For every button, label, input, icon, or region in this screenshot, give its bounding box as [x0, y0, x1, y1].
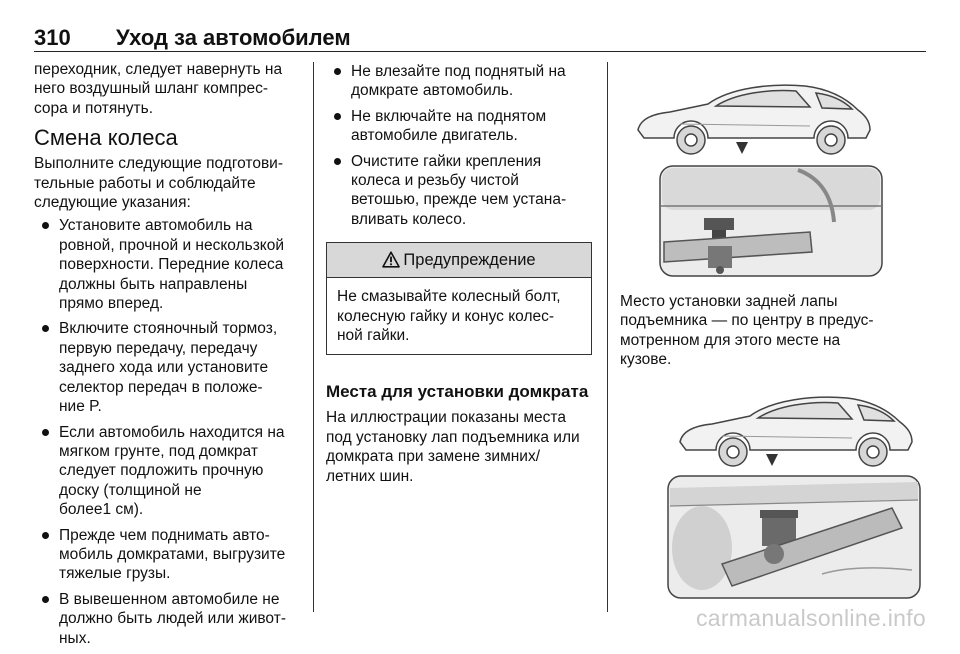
- arrow-marker-icon: [766, 454, 778, 466]
- warning-title: Предупреждение: [403, 251, 536, 270]
- warning-text: Не смазывайте колесный болт, колесную гайку и конус колес- ной гайки.: [337, 288, 561, 345]
- arrow-marker-icon: [736, 142, 748, 154]
- figure-caption: Место установки задней лапы подъемника — по центру в предус- мотренном для этого месте на кузове.: [620, 293, 874, 369]
- page-header: [34, 24, 926, 52]
- detail-callout-icon: [660, 166, 882, 276]
- chapter-title: Уход за автомобилем: [116, 25, 351, 50]
- list-item: Установите автомобиль на ровной, прочной и нескользкой поверхности. Передние колеса должны быть направлены прямо вперед.: [34, 216, 302, 313]
- list-item: В вывешенном автомобиле не должно быть людей или живот- ных.: [34, 590, 302, 648]
- list-item: Не влезайте под поднятый на домкрате автомобиль.: [326, 62, 592, 101]
- list-item: Прежде чем поднимать авто- мобиль домкратами, выгрузите тяжелые грузы.: [34, 526, 302, 584]
- list-item: Если автомобиль находится на мягком грунте, под домкрат следует подложить прочную доску (толщиной не более1 см).: [34, 423, 302, 520]
- jack-point-illustration: [662, 378, 926, 600]
- section-heading-wheel-change: Смена колеса: [34, 125, 178, 151]
- list-item: Включите стояночный тормоз, первую передачу, передачу заднего хода или установите селектор передач в положе- ние P.: [34, 319, 302, 416]
- right-column: [620, 292, 894, 370]
- safety-list: [326, 62, 592, 229]
- list-item: Очистите гайки крепления колеса и резьбу чистой ветошью, прежде чем устана- вливать колесо.: [326, 152, 592, 230]
- jack-points-text: На иллюстрации показаны места под установку лап подъемника или домкрата при замене зимних/ летних шин.: [326, 409, 580, 485]
- list-item: Не включайте на поднятом автомобиле двигатель.: [326, 107, 592, 146]
- detail-callout-icon: [668, 476, 920, 598]
- warning-header: [327, 243, 591, 278]
- preparation-list: [34, 216, 302, 648]
- column-divider-right: [607, 62, 608, 612]
- preparation-text: Выполните следующие подготови- тельные работы и соблюдайте следующие указания:: [34, 155, 284, 212]
- intro-paragraph: переходник, следует навернуть на него воздушный шланг компрес- сора и потянуть.: [34, 61, 283, 117]
- header-rule: [34, 51, 926, 52]
- section-heading-jack-points: Места для установки домкрата: [326, 382, 589, 402]
- warning-triangle-icon: [382, 251, 400, 268]
- column-divider-left: [313, 62, 314, 612]
- car-side-icon: [680, 397, 912, 466]
- middle-column: [326, 60, 592, 486]
- page-number: 310: [34, 25, 71, 50]
- car-side-icon: [638, 85, 870, 154]
- watermark: carmanualsonline.info: [695, 605, 926, 631]
- left-column: [34, 60, 302, 654]
- warning-box: [326, 242, 592, 355]
- rear-jack-point-illustration: [620, 66, 884, 278]
